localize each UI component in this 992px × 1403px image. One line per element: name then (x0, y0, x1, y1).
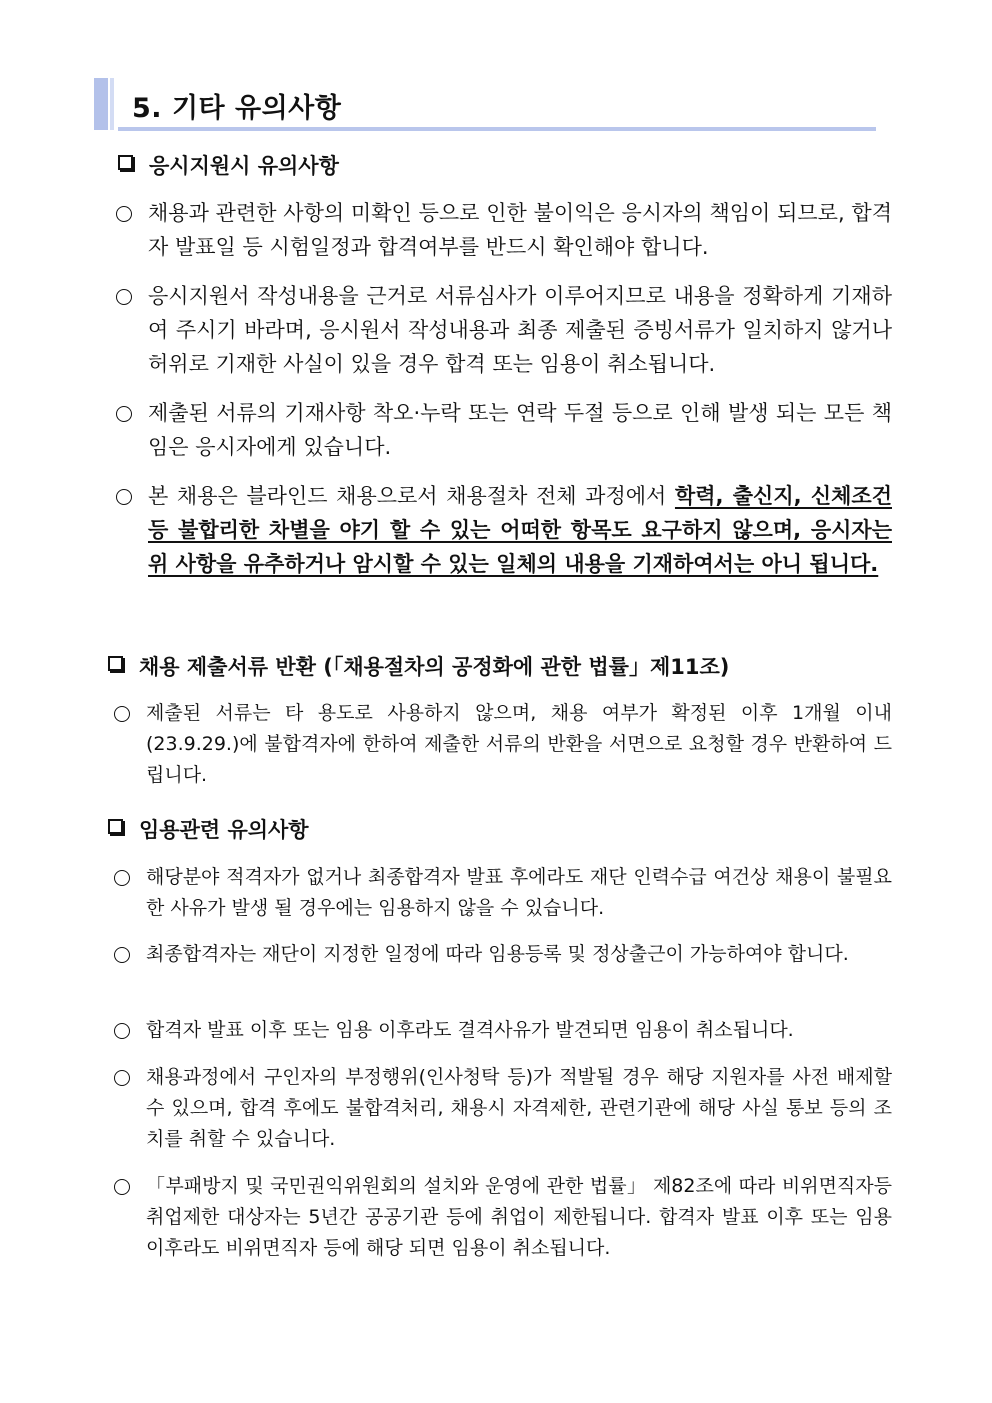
section-title-text: 5. 기타 유의사항 (132, 93, 342, 124)
circle-bullet-icon (114, 1179, 130, 1195)
list-item-text: 최종합격자는 재단이 지정한 일정에 따라 임용등록 및 정상출근이 가능하여야 합니다. (146, 943, 849, 965)
list-item-text: 제출된 서류의 기재사항 착오·누락 또는 연락 두절 등으로 인해 발생 되는 모든 책임은 응시자에게 있습니다. (148, 401, 892, 459)
circle-bullet-icon (114, 1070, 130, 1086)
subheading-application-notes (118, 150, 339, 180)
subheading-appointment-notes (108, 814, 309, 844)
title-accent-bar-light (110, 78, 114, 130)
list-item-text: 응시지원서 작성내용을 근거로 서류심사가 이루어지므로 내용을 정확하게 기재하여 주시기 바라며, 응시원서 작성내용과 최종 제출된 증빙서류가 일치하지 않거나 허위로 기재한 사실이 있을 경우 합격 또는 임용이 취소됩니다. (148, 284, 892, 376)
checkbox-bullet-icon (108, 656, 123, 671)
checkbox-bullet-icon (108, 819, 123, 834)
circle-bullet-icon (114, 947, 130, 963)
circle-bullet-icon (114, 706, 130, 722)
subheading-document-return (108, 651, 729, 681)
list-item-text: 채용과정에서 구인자의 부정행위(인사청탁 등)가 적발될 경우 해당 지원자를 사전 배제할 수 있으며, 합격 후에도 불합격처리, 채용시 자격제한, 관련기관에 해당 사실 통보 등의 조치를 취할 수 있습니다. (146, 1066, 892, 1150)
circle-bullet-icon (116, 206, 132, 222)
circle-bullet-icon (116, 489, 132, 505)
list-item-text: 제출된 서류는 타 용도로 사용하지 않으며, 채용 여부가 확정된 이후 1개월 이내(23.9.29.)에 불합격자에 한하여 제출한 서류의 반환을 서면으로 요청할 경우 반환하여 드립니다. (146, 702, 892, 786)
list-item-text: 해당분야 적격자가 없거나 최종합격자 발표 후에라도 재단 인력수급 여건상 채용이 불필요한 사유가 발생 될 경우에는 임용하지 않을 수 있습니다. (146, 866, 892, 919)
list-item-plain-text: 본 채용은 블라인드 채용으로서 채용절차 전체 과정에서 (148, 484, 675, 508)
list-item-text: 채용과 관련한 사항의 미확인 등으로 인한 불이익은 응시자의 책임이 되므로, 합격자 발표일 등 시험일정과 합격여부를 반드시 확인해야 합니다. (148, 201, 892, 259)
list-item-text: 합격자 발표 이후 또는 임용 이후라도 결격사유가 발견되면 임용이 취소됩니다. (146, 1019, 794, 1041)
subheading-text: 임용관련 유의사항 (139, 818, 309, 842)
list-item-text (148, 479, 892, 581)
circle-bullet-icon (114, 1023, 130, 1039)
subheading-text: 채용 제출서류 반환 (「채용절차의 공정화에 관한 법률」제11조) (139, 655, 730, 679)
emphasized-text: 학력, 출신지, 신체조건 등 불합리한 차별을 야기 할 수 있는 어떠한 항목도 요구하지 않으며, 응시자는 위 사항을 유추하거나 암시할 수 있는 일체의 내용을 기재하여서는 아니 됩니다. (148, 484, 892, 576)
checkbox-bullet-icon (118, 155, 133, 170)
circle-bullet-icon (116, 289, 132, 305)
subheading-text: 응시지원시 유의사항 (149, 154, 339, 178)
title-underline (118, 127, 876, 131)
list-item-text: 「부패방지 및 국민권익위원회의 설치와 운영에 관한 법률」 제82조에 따라 비위면직자등 취업제한 대상자는 5년간 공공기관 등에 취업이 제한됩니다. 합격자 발표 이후 또는 임용 이후라도 비위면직자 등에 해당 되면 임용이 취소됩니다. (146, 1175, 892, 1259)
section-title (94, 78, 876, 134)
title-accent-bar (94, 78, 108, 130)
circle-bullet-icon (114, 870, 130, 886)
circle-bullet-icon (116, 406, 132, 422)
